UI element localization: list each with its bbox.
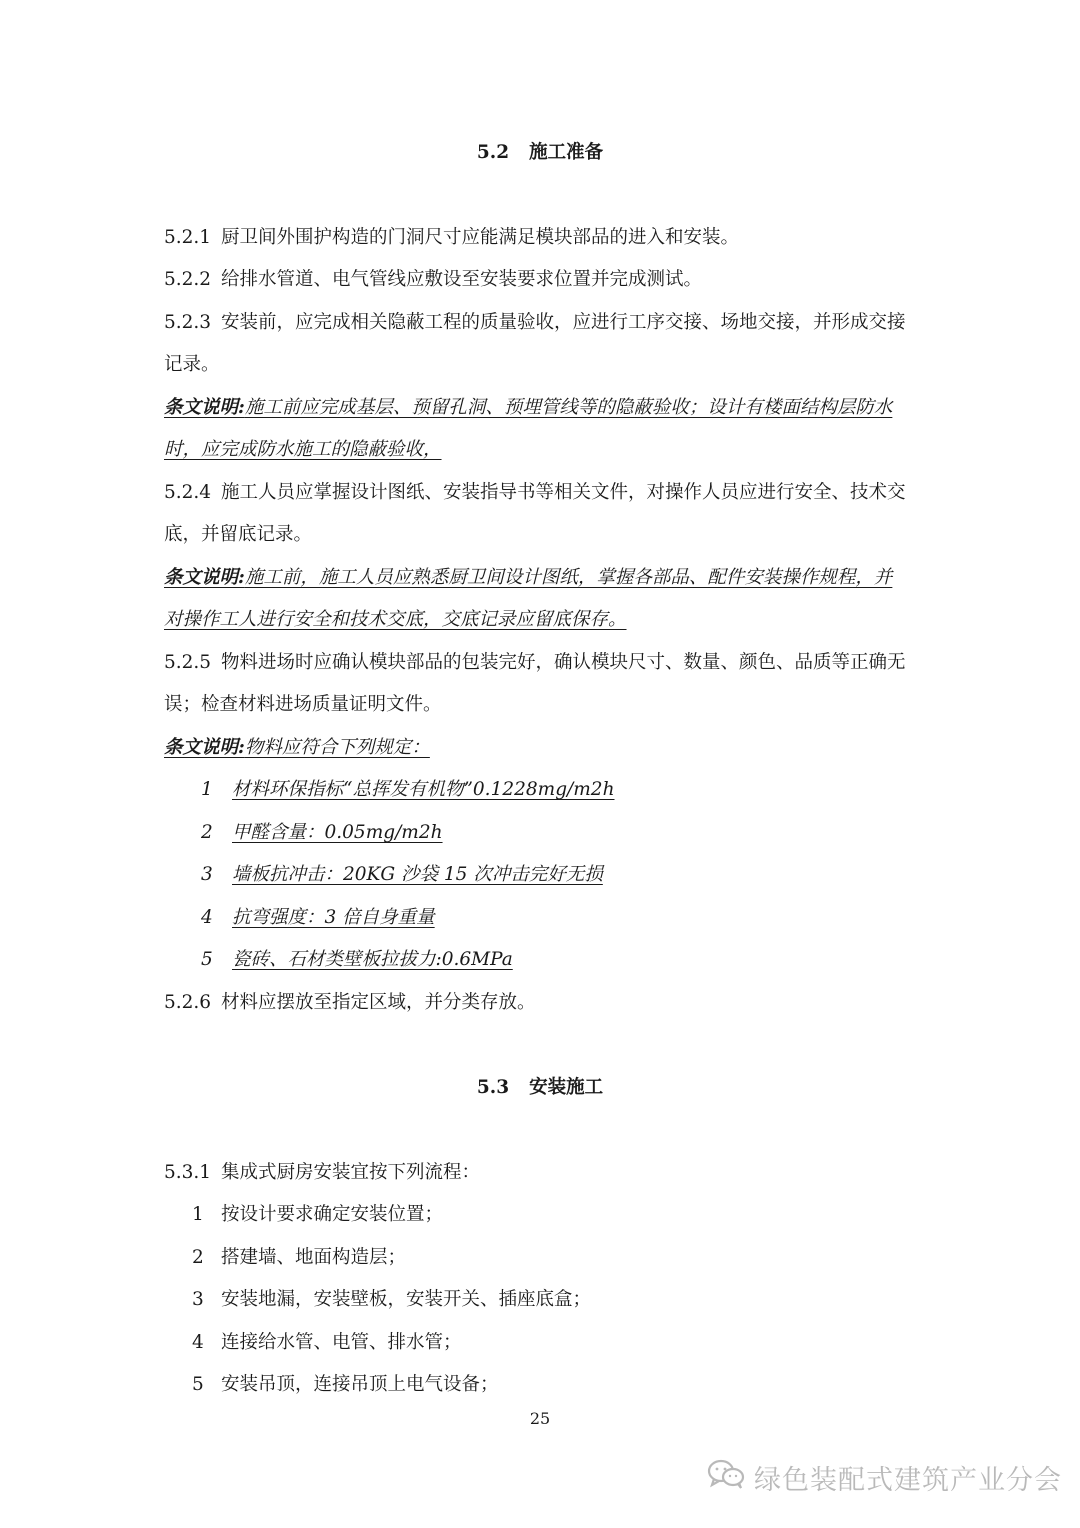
watermark-text: 绿色装配式建筑产业分会 [754,1465,1062,1496]
clause-number: 5.2.6 [164,992,212,1013]
section-heading-5-3 [0,1076,1080,1100]
clause-text: 集成式厨房安装宜按下列流程： [221,1162,481,1183]
step-number: 2 [192,1247,204,1268]
section-heading-5-2 [0,141,1080,165]
step-text: 安装吊顶，连接吊顶上电气设备； [221,1374,499,1395]
commentary-note-3 [164,736,430,760]
install-step-4 [192,1331,462,1355]
clause-5-2-5 [164,651,906,675]
install-step-5 [192,1373,499,1397]
material-rule-2 [201,821,443,845]
clause-5-2-4 [164,481,906,505]
clause-number: 5.2.3 [164,312,212,333]
rule-number: 1 [201,779,213,800]
rule-number: 5 [201,949,213,970]
clause-text: 物料进场时应确认模块部品的包装完好，确认模块尺寸、数量、颜色、品质等正确无 [221,652,906,673]
step-number: 4 [192,1332,204,1353]
clause-number: 5.2.2 [164,269,212,290]
clause-5-2-3-continued: 记录。 [164,354,220,375]
clause-5-2-3 [164,311,906,335]
commentary-note-2 [164,566,892,590]
step-number: 5 [192,1374,204,1395]
watermark [706,1458,1062,1497]
material-rule-5 [201,948,513,972]
clause-5-2-1 [164,226,739,250]
step-text: 搭建墙、地面构造层； [221,1247,407,1268]
section-number: 5.3 [476,1077,510,1098]
rule-text: 瓷砖、石材类壁板拉拔力:0.6MPa [232,949,513,970]
commentary-note-1-continued: 时，应完成防水施工的隐蔽验收， [164,439,442,460]
clause-5-2-2 [164,268,702,292]
rule-number: 3 [201,864,213,885]
wechat-icon [706,1458,754,1497]
step-text: 按设计要求确定安装位置； [221,1204,444,1225]
clause-text: 厨卫间外围护构造的门洞尺寸应能满足模块部品的进入和安装。 [221,227,740,248]
clause-number: 5.2.5 [164,652,212,673]
clause-number: 5.2.1 [164,227,212,248]
section-title: 安装施工 [529,1077,604,1098]
rule-text: 甲醛含量：0.05mg/m2h [232,822,443,843]
note-text: 施工前，施工人员应熟悉厨卫间设计图纸，掌握各部品、配件安装操作规程，并 [244,567,893,588]
note-label: 条文说明: [164,737,245,758]
clause-text: 给排水管道、电气管线应敷设至安装要求位置并完成测试。 [221,269,703,290]
step-text: 安装地漏，安装壁板，安装开关、插座底盒； [221,1289,592,1310]
rule-text: 抗弯强度：3 倍自身重量 [232,907,435,928]
install-step-1 [192,1203,443,1227]
note-text: 施工前应完成基层、预留孔洞、预埋管线等的隐蔽验收；设计有楼面结构层防水 [244,397,893,418]
clause-5-2-6 [164,991,536,1015]
rule-number: 4 [201,907,213,928]
section-title: 施工准备 [529,142,604,163]
note-text: 物料应符合下列规定： [244,737,430,758]
page-number: 25 [529,1409,551,1428]
note-label: 条文说明: [164,397,245,418]
commentary-note-2-continued: 对操作工人进行安全和技术交底，交底记录应留底保存。 [164,609,627,630]
clause-number: 5.2.4 [164,482,212,503]
material-rule-1 [201,778,615,802]
rule-text: 墙板抗冲击：20KG 沙袋 15 次冲击完好无损 [232,864,603,885]
step-number: 3 [192,1289,204,1310]
rule-number: 2 [201,822,213,843]
clause-5-3-1 [164,1161,480,1185]
clause-5-2-4-continued: 底，并留底记录。 [164,524,313,545]
install-step-3 [192,1288,591,1312]
install-step-2 [192,1246,406,1270]
step-text: 连接给水管、电管、排水管； [221,1332,462,1353]
rule-text: 材料环保指标“总挥发有机物”0.1228mg/m2h [232,779,615,800]
note-label: 条文说明: [164,567,245,588]
clause-number: 5.3.1 [164,1162,212,1183]
clause-text: 安装前，应完成相关隐蔽工程的质量验收，应进行工序交接、场地交接，并形成交接 [221,312,906,333]
commentary-note-1 [164,396,892,420]
material-rule-4 [201,906,435,930]
section-number: 5.2 [476,142,510,163]
clause-5-2-5-continued: 误；检查材料进场质量证明文件。 [164,694,442,715]
clause-text: 材料应摆放至指定区域，并分类存放。 [221,992,536,1013]
step-number: 1 [192,1204,204,1225]
clause-text: 施工人员应掌握设计图纸、安装指导书等相关文件，对操作人员应进行安全、技术交 [221,482,906,503]
material-rule-3 [201,863,603,887]
